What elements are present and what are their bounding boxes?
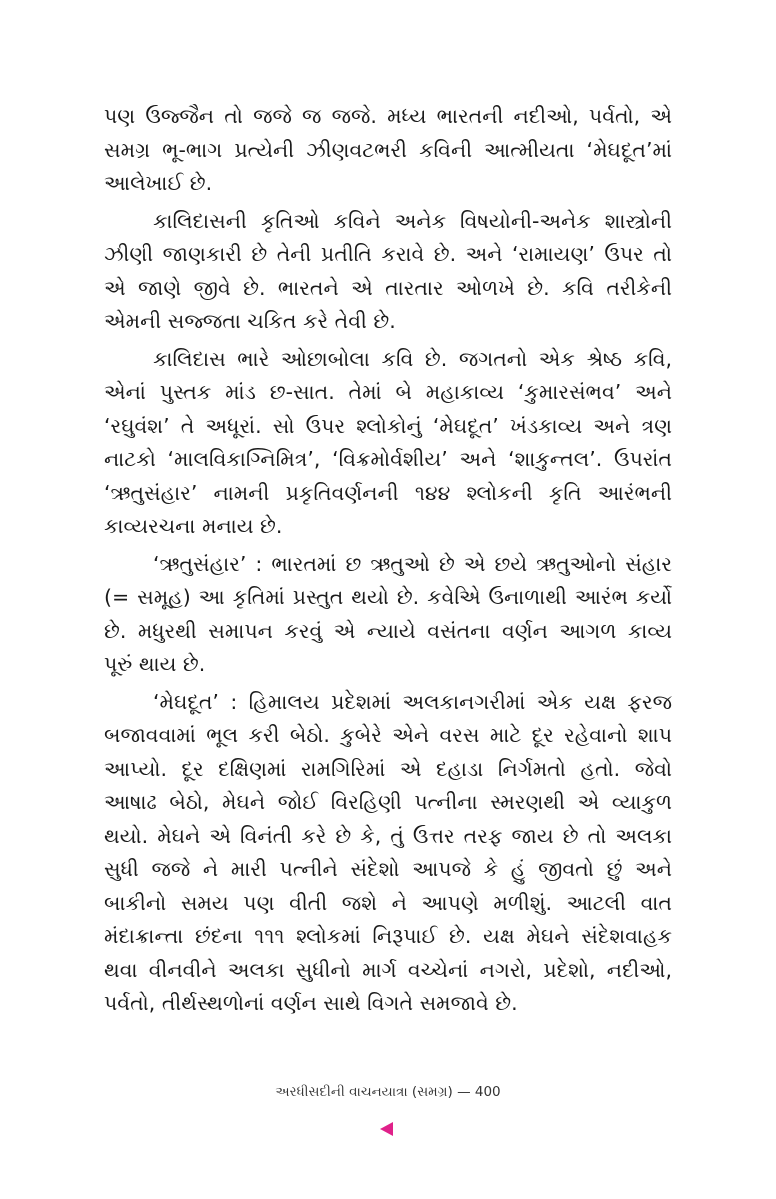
text-line: (= સમૂહ) આ કૃતિમાં પ્રસ્તુત થયો છે. કવેએિ ઉનાળાથી આરંભ કર્યો bbox=[104, 585, 672, 609]
page-footer: અરધીસદીની વાચનયાત્રા (સમગ્ર) — 400 bbox=[275, 1084, 501, 1100]
text-line: ‘ઋતુસંહાર’ નામની પ્રકૃતિવર્ણનની ૧૪૪ શ્લોકની કૃતિ આરંભની bbox=[104, 480, 672, 505]
text-line: એ જાણે જીવે છે. ભારતને એ તારતાર ઓળખે છે. કવિ તરીકેની bbox=[104, 275, 672, 300]
text-line: ઝીણી જાણકારી છે તેની પ્રતીતિ કરાવે છે. અને ‘રામાયણ’ ઉપર તો bbox=[104, 242, 672, 266]
text-line: ‘ઋતુસંહાર’ : ભારતમાં છ ઋતુઓ છે એ છયે ઋતુઓનો સંહાર bbox=[153, 551, 672, 576]
text-line: થયો. મેઘને એ વિનંતી કરે છે કે, તું ઉત્તર તરફ જાય છે તો અલકા bbox=[104, 823, 672, 848]
text-line: થવા વીનવીને અલકા સુધીનો માર્ગ વચ્ચેનાં નગરો, પ્રદેશો, નદીઓ, bbox=[104, 957, 672, 982]
paragraph-4 bbox=[104, 548, 672, 682]
text-line: સમગ્ર ભૂ-ભાગ પ્રત્યેની ઝીણવટભરી કવિની આત્મીયતા ‘મેઘદૂત’માં bbox=[104, 137, 672, 162]
text-line: છે. મધુરથી સમાપન કરવું એ ન્યાયે વસંતના વર્ણન આગળ કાવ્ય bbox=[104, 618, 672, 643]
text-line: કાલિદાસ ભારે ઓછાબોલા કવિ છે. જગતનો એક શ્રેષ્ઠ કવિ, bbox=[153, 346, 672, 371]
text-line: કાલિદાસની કૃતિઓ કવિને અનેક વિષયોની-અનેક શાસ્ત્રોની bbox=[153, 208, 672, 233]
text-line: સુધી જજે ને મારી પત્નીને સંદેશો આપજે કે હું જીવતો છું અને bbox=[104, 857, 672, 881]
text-line: મંદાક્રાન્તા છંદના ૧૧૧ શ્લોકમાં નિરૂપાઈ છે. યક્ષ મેઘને સંદેશવાહક bbox=[104, 924, 672, 948]
text-line: પર્વતો, તીર્થસ્થળોનાં વર્ણન સાથે વિગતે સમજાવે છે. bbox=[104, 991, 518, 1015]
paragraph-5 bbox=[104, 686, 672, 1021]
page-body bbox=[104, 100, 672, 1025]
text-line: આપ્યો. દૂર દક્ષિણમાં રામગિરિમાં એ દહાડા નિર્ગમતો હતો. જેવો bbox=[104, 756, 672, 781]
paragraph-3 bbox=[104, 343, 672, 544]
text-line: કાવ્યરચના મનાય છે. bbox=[104, 514, 283, 538]
text-line: આષાઢ બેઠો, મેઘને જોઈ વિરહિણી પત્નીના સ્મરણથી એ વ્યાકુળ bbox=[104, 790, 672, 814]
text-line: પૂરું થાય છે. bbox=[104, 652, 206, 676]
text-line: એનાં પુસ્તક માંડ છ-સાત. તેમાં બે મહાકાવ્ય ‘કુમારસંભવ’ અને bbox=[104, 380, 672, 404]
text-line: ‘રઘુવંશ’ તે અધૂરાં. સો ઉપર શ્લોકોનું ‘મેઘદૂત’ ખંડકાવ્ય અને ત્રણ bbox=[104, 413, 672, 438]
text-line: આલેખાઈ છે. bbox=[104, 171, 213, 195]
paragraph-1 bbox=[104, 100, 672, 201]
text-line: બાકીનો સમય પણ વીતી જશે ને આપણે મળીશું. આટલી વાત bbox=[104, 890, 672, 915]
text-line: નાટકો ‘માલવિકાગ્નિમિત્ર’, ‘વિક્રમોર્વશીય’ અને ‘શાકુન્તલ’. ઉપરાંત bbox=[104, 447, 672, 471]
text-line: બજાવવામાં ભૂલ કરી બેઠો. કુબેરે એને વરસ માટે દૂર રહેવાનો શાપ bbox=[104, 723, 672, 747]
left-triangle-icon[interactable] bbox=[380, 1122, 393, 1136]
text-line: એમની સજ્જતા ચકિત કરે તેવી છે. bbox=[104, 309, 396, 333]
text-line: પણ ઉજ્જૈન તો જજે જ જજે. મધ્ય ભારતની નદીઓ, પર્વતો, એ bbox=[104, 104, 672, 128]
paragraph-2 bbox=[104, 205, 672, 339]
text-line: ‘મેઘદૂત’ : હિમાલય પ્રદેશમાં અલકાનગરીમાં એક યક્ષ ફરજ bbox=[153, 689, 672, 714]
